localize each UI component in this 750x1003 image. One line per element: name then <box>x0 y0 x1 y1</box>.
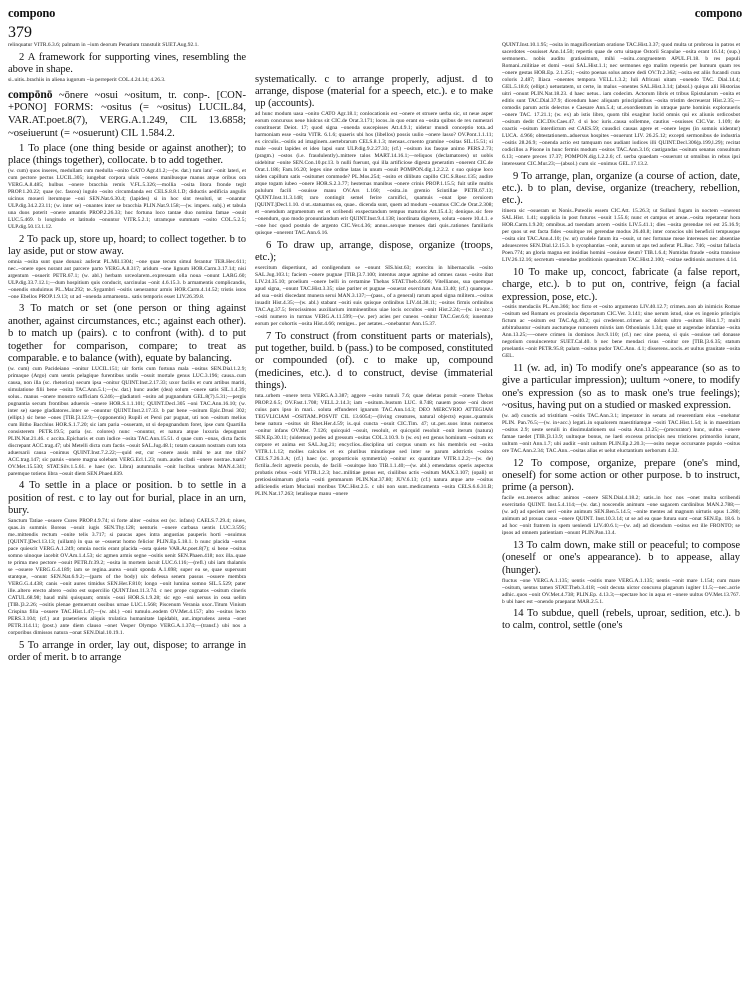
sense-heading: 4 To settle in a place or position. b to settle in a position of rest. c to lay out for burial, place in an urn, bury. <box>8 480 246 517</box>
column-2 <box>255 42 493 1003</box>
citation-block: ~ositis mendaciis PL.Am.366; hoc ficto et ~osito argumento LIV.40.12.7; crimen..non ab inimicis Romae ~ositum sed Romam ex prouincia deportatum CIC.Ver. 3.141; sine uerum istud, siue ex ingenio principis fictum ac ~ositum est TAC.Ag.40.2; qui crederent..crimen ac dolum ultro ~ositum Hist.1.7; multi arbitrabantur ~ositum auctumque rumorem mixtis iam Othonianis 1.34; quae ut augendae infamiae ~osita Ann.13.25;—~onere crimen in dominos Juv.9.110; (cf.) nec sine poena, si quis ~osuisse uel donasse negotium conuinceretur SUET.Cal.40. b nec bene mendaci risus ~onitur ore [TIB.]3.6.35; statum proelantis ~onit PETR.95.8; palam ~ositus pudor TAC.Ann. 4.1; disserens..uocis..et uultus grauitate ~osita GEL. <box>502 304 740 360</box>
column-1 <box>8 42 246 974</box>
citation-block: fluctus ~one VERG.A.1.135; uentis ~ositis mare VERG.A.1.135; uentis ~onit mare 1.154; cum mare ~ositum, uentus tamen STAT.Theb.3.418; ~osit decuta uictor concursu plagarum iugiter 11.5;—nec..acrie adhic..quos ~onit OV.Met.4.738; PLIN.Ep. 4.13.3;—spectare hoc in aqua et ~onere uultus OV.Met.13.767. b ubi haec est ~onendo praeparat MAR.2.5.1. <box>502 577 740 605</box>
entry-forms: ~ōnere ~osui ~ositum, tr. conp-. [CON-+PONO] FORMS: ~ositus (= ~ositus) LUCIL.84, VAR.AT.poet.8(7), VERG.A.1.249, CIL 13.6858; ~oseiuerunt (= ~osuerunt) CIL 1.584.2. <box>8 89 246 139</box>
sense-heading-continued: systematically. c to arrange properly, adjust. d to arrange, dispose (material for a speech, etc.). e to make up (accounts). <box>255 73 493 110</box>
citation-block: ad hunc modum uasa ~onito CATO Agr.18.1; conlocationis est ~onere et struere uerba sic, ut neue asper eorum concursus neue hiulcus sit CIC.de Orat.3.171; locos..in quo erant ea ~osita quibus de rex numerari constituerat Deiot. 17; quod signa ~onenda suscepisses Att.4.9.1; uidetur mundi conceptio tota..ad harmoniam esse ~osita VITR. 6.1.6; quaeris ubi hos (libellos) possis uulio ~onere lasso? OV.Pont.1.1.11; ex circulis..~ositis ad imaginem..uertebrarum CELS.8.1.3; mensas..cruento gramine ~ositas SIL.15.51; si male ~osuit lapides et ideo lapsi sunt ULP.dig.9.2.27.33; (cf.) ~ositum ius fasque animo PERS.2.73; (pragm.) ~ostos (i.e. fraudulently)..mittere talos MART.14.16.1;—reliquos (declamatores) ut uobis uidebitur ~onite SEN.Con.10.pr.13. b nulli fuerunt, qui illa artificiose digesta generatim ~onerent CIC.de Orat.1.186; Fam.16.20; leges sine ordine latas in unum ~osuit POMPON.dig.1.2.2.2. c suo quique loco uiden capillum satis ~ositumet commode? PL.Mos.254; ~osito et dilibuto capillo CIC.S.Rosc.135; audire atque togam iubeo ~onere HOR.S.2.3.77; hesternas manibus ~onere crinis PROP.1.15.5; fuit utile multis pululum facili ~osuisse manu OV.Ars 1.160; ~osita..in gremio Scintillae PETR.67.13; QUINT.Inst.11.3.148; raro contingit semel ferire carnifici, quamuis ~onat ipse ceruicem [QUINT.]Decl.1.10. d ut..statuamus ea, quae.. dicenda sunt, quem ad modum ~onamus CIC.de Orat.2.308; et ~onendum argumentum est et scribendi exspectandum tempus maturius Att.15.4.3; denique..sic fere ~onendum, quo modo pronuntiandum erit QUINT.Inst.9.4.138; inordinata digerere, soluta ~onere 10.4.1. e ~one hoc quod postulo de argento CIC.Ver.4.36; annus..sexque menses dati quis..rationes familiaris quisque ~onerent TAC.Ann.6.16. <box>255 111 493 237</box>
entry-lemma: compōnō <box>8 87 53 101</box>
sense-heading: 1 To place (one thing beside or against another); to place (things together), collocate. b to add together. <box>8 142 246 167</box>
citation-block: QUINT.Inst.10.1.95; ~osita in magnificentiam oratione TAC.Hist.3.37; quod multa ut probrosa in patros et sacerdotes ~osuisset Ann.14.50; repertis quae de ortu uitaque Ostorii Scapulae ~osita erant 16.14; (sup.) sermonem.. nobis auditu gratissimum, mihi ~ositu..congruentem APUL.Fl.18. b res populi Romani..militiae et domi ~osui SAL.Hist.1.1; nec sermones ego malim repentis per humum quam res ~onere gestas HOR.Ep. 2.1.251; ~osito poenas solus amore dedi OV.Tr.2.362; ~osita est aliis fucandi cura coloris 2.487; Iliaca ~onentes tempora VELL.1.3.2; Iuli Africani uitam ~onendo TAC. Dial.14.4; GEL.5.18.6; (ellipt.) uetustatem, ut certe, in malus ~onentes SAL.Hist.3.14; (absol.) quiqus alii Historias uitri ~onunt PLIN.Nat.18.23. d haec uetus.. iam codecim. Actorum libris et tribus Epistularum ~onita et editis sunt TAC.Dial.37.9; dicendum haec aliquam principiatibus ~osita tristim decreuerat Hist.2.35;—comodis parum actis delectos e Caesare Ann.5.4; ut..exordientum in utraque parte hominis exploraueris ~onere TAC. 17.21.1; (w. ex) ab istis libro, quom tibi exagitur lucid omnis qui ex aliunis ordicosbot ~ositum dedit CIC.Div.Caes.47. d si hoc iuris..causa sollemne, cautius ~osuisses CIC.Var. 1.109; de coactis ~ositum interdictum est CAES.59; cuusdici causas agere et ~onere leges (in somnis uidentur) LUCA. 4.966; obtestationem..aduersus hospites ~osuerunt LIV. 26.25.12; excepti sermonibus de industria ~ositis 28.26.9; ~onenda actio est tamquam nos audiant iudices illi QUINT.Decl.306(p.199,l.29); recitat codicillos a Pisone in hunc fermis modum ~ositos TAC.Ann.3.16; castigandas ~ositum senatus consultum 6.13; ~onere preces 17.37; POMPON.dig.1.2.2.6; cf. uerba quaedam ~osuerunt ut omnibus in rebus ipsi interessent CIC.Mur.23;—(absol.) cum sic ~onimus GEL.17.13.2. <box>502 42 740 167</box>
sense-heading: 11 (w. ad, in) To modify one's appearance (so as to give a particular impression); uultum ~onere, to modify one's expression (so as to mask one's true feelings); ~ositus, having put on a studied or masked expression. <box>502 362 740 412</box>
running-head-left: compono <box>8 6 56 20</box>
sense-heading: 2 To pack up, store up, hoard; to collect together. b to lay aside, put or stow away. <box>8 233 246 257</box>
citation-block: exercitum dispertiunt, ad conligendum se ~onunt SIS.hist.63; exercitu in hibernaculis ~osito SAL.Jug.103.1; faciem ~onere pugnae [TIB.]3.7.100; intentus atque agmine ad omnes casus ~osito ibat LIV.24.35.10; proelium ~onere belli in certamine Thebas STAT.Theb.4.666; Vitellianos, sua quemque apud signa, ~onunt TAC.Hist.3.35; uiae pariter et pugnae ~osuerat exercitum Ann.13.40; (cf.) quamque.. ad sua ~ositi discedant munera serui MAN.3.137;—(pass., of a general) rarum apud signa militem..~ositus inuadit Hist.4.35;—(w. abl.) stabant ~ositi suis quisque ordinibus LIV.44.38.11; ~ositos firmis ordinibus TAC.Ag.37.5; ferocissimos auxiliarium imminentibus uiae locis occultos ~onit Hist.2.24;—(w. in+acc.) ~ositi numero in turmas VERG.A.11.599;—(w. per) acies per cuneos ~onitur TAC.Ger.6.6; iuuentute eorum per cohortis ~osita Hist.4.66; remiges.. per aetates..~onebantur Ann.15.37. <box>255 265 493 328</box>
column-container <box>8 42 742 974</box>
citation-block: (w. cum) cum Pacideiano ~onitur LUCIL.151; uir fortis cum fortuna mala ~ositus SEN.Dial.1.2.9; primaque (Argo) cum uentis pelagique furentibus undis ~osuit mortale genus LUC.3.196; causa..cum causa, non illa (sc. rhetorica) secum ipsa ~onitur QUINT.Inst.2.17.33; uxor facilis et cum artibus mariti, simulatione filii bene ~osita TAC.Ann.5.1;—(w. dat.) hunc audet (dea) solum ~onere satis SIL.1.4.39; solus.. manus ~onere monstro sufficiam 6.246;—gladiatori ~osito ad pugnandum GEL.8(7).5.31;—pergis pugnantia secum frontibus aduersis ~onere HOR.S.1.1.101; QUINT.Decl.305 ~oni TAC.Ann.16.10; (w. inter se) saepe gladiatores..inter se ~onuntur QUINT.Inst.2.17.33. b par bene ~ositum Epic.Drusi 302; (ellipt.) sic bene ~ones [TIB.]3.12.9;—(opponentis) Rupili et Persi par pugnat, uti non ~ositum melius cum Bitho Bacchius HOR.S.1.7.20; sic iam paria ~osueram, ut si depugnandum foret, ipse cum Quartilla consisterem PETR.19.5; paria (sc. colores) nunc ~onuntur, et natura atque luxuria depugnant PLIN.Nat.21.46. c accita..Epicharis et cum indice ~osita TAC.Ann.15.51. d quae cum ~onas, dicta factis discrepant ACC.trag.47; ubi Metelli dicta cum factis ~osuit SAL.Jug.48.1; totam causam nostram cum tota aduersarii causa ~onimus QUINT.Inst.7.2.22;—quid est, cur ~onere ausis mihi te aut me tibi? ACC.trag.147; sic paruis ~onere magna solebam VERG.Ecl.1.23; num..audes cladi ~onere nostrae..tuam? OV.Met.15.530; STAT.Silv.1.5.61. e haec (sc. Libra) autumnalis ~onit lucibus umbras MAN.4.341; paremque totiens libra ~osuit diem SEN.Phaed.839. <box>8 365 246 477</box>
citation-block: (w. cum) quos inseres, medullam cum medulla ~onito CATO Agr.41.2;—(w. dat.) tum latu' ~onit lateri, et cum pectore pectus LUCIL.305; iungebat corpora uluis ~onens manibusque manus atque oribus ora VERG.A.8.485; hulbus ~onere bracchia remis V.FL.5.326;—mollia ~osita litora fronde tegit PROP.1.20.22; quae (sc. fascea) iugulo ~osito circumdanda est CELS.8.8.1.D; diductis aedificia angulis uicinus moueri iterumque ~oni SEN.Nat.6.30.4; (lapides) si in hoc sint resoluti, ut ~onantur ULP.dig.34.2.23.11; (w. inter se) ~onantes inter se bracchia PLIN.Nat.9.158;—(w. impers. subj.) et tabula una duos poterit ~onere amantis PROP.2.26.33; hoc fortuna loco tantae duo nomina famae ~osuit LUC.5.469. b longitudo et latitudo ~onuntur VITR.5.2.1; utramque summam ~osito COL.5.2.5; ULP.dig.50.13.1.12. <box>8 168 246 230</box>
citation-block: omnia ~osita sunt quae donaui: auferat PL.Mil.1304; ~one quae tecum simul ferantur TER.Hec.611; nec..~onere opes norant aut parcere parto VERG.A.8.317; aridum ~one lignum HOR.Carm.3.17.14; nisi argentum ~osuerit PETR.67.1; (w. abl.) herbam urceolarem..expressam olla noua ~onunt LARG.60; ULP.dig.33.7.12.1;—dum hospitium quis conducit, sarcinulas ~onit 4.6.15.3. b armamentis complicandis, ~onendis studuimus PL..Mar.292; te..Sygambri ~ositis uenerantur armis HOR.Carm.4.14.52; tristis istos ~one Ebellos PROP.1.9.13; ut ad ~onenda armamenta.. satis temporis esset LIV.26.39.8. <box>8 258 246 300</box>
sense-heading: 5 To arrange in order, lay out, dispose; to arrange in order of merit. b to arrange <box>8 639 246 663</box>
sense-heading: 6 To draw up, arrange, dispose, organize (troops, etc.); <box>255 239 493 264</box>
running-head-right: compono <box>694 6 742 20</box>
citation-block: itinera sic ~osueram ut Nonis..Puteolis essem CIC.Att. 15.26.3; ut Sullani fugam in noctem ~onerent SAL.Hist. 1.41; supplicia in post futuros ~osuit 1.55.6; nunc et campus et areae..~osita repetantur hora HOR.Carm.1.9.20; omnibus..ad tuendam arcem ~ositis LIV.5.41.1; dies ~osita gerendae rei est 25.16.9; per quos ut est facta fides ~osuitque rei gerendae modus 26.40.8; inter conscios ubi beneficii tempusque ~osita sint TAC.Ann.4.10; (w. ut) crudele fatum ita ~osuit, ut nec fortunae meae interesses nec absentiae adsuesceres SEN.Dial.12.15.3. b sycophantias ~onit, aurum ut aps ted auferat PL.Bac. 746; ~ositat fallacia Poen.774; an gloria magna est insidias homini ~osuisse deum? TIB.1.6.4; Numidas fraude ~osita transisse LIV.26.12.16; secretum ~onendae proditionis quaesitum TAC.Hist.2.100; ~ositae seditionis auctores 4.14. <box>502 208 740 264</box>
sense-heading: 3 To match or set (one person or thing against another, against circumstances, etc.; against each other). b to match up (pairs). c to confront (with). d to put together for comparison, compare; to treat as comparable. e to balance (with), equate by balancing. <box>8 303 246 364</box>
sense-heading: 10 To make up, concoct, fabricate (a false report, charge, etc.). b to put on, contrive, feign (a facial expression, pose, etc.). <box>502 266 740 303</box>
running-head <box>8 6 742 22</box>
citation-block: Sanctum Tatiae ~osuere Cures PROP.4.9.74; si forte aliter ~ositus est (sc. infans) CAELS.7.29.4; niues, quas..in summis Boreas ~osuit iugis SEN.Thy.128; uenturis ~onere carbasa uentis LUC.3.595; me..mittendis rectum ~onite telis 3.717; si paucas apes intra angustias pauperis horti ~osuimus [QUINT.]Decl.13.13; (uillam) in qua se ~osuerat homo felicior PLIN.Ep.5.18.1. b nunc placida ~ostus pace quiescit VERG.A.1.249; omnia noctis erant placida ~osta quiete VAR.At.poet.8(7); si bene ~ositus somno uinoque iacebit OV.Am.1.4.53; sic agmen armis segne ~ositis uenit SEN.Phaen.418; nox illa..quae te prima meo pectore ~osuit PETR.fr.39.2; ~osita in mortem iacuit LUC.6.116;—(refl.) ubi iam thalamis se ~osuere VERG.G.4.189; iam se regina..aurea ~osuit sponda A.1.698; super ea se, quae supersunt stantque, ~onunt SEN.Nat.6.9.2;—(parts of the body) uix defessa senem passus ~osuere membra VERG.G.4.438; canis ~onit aures timidus SEN.Her.F.810; longo ~onit lumina somno SIL.5.529; pater ille..altero erecto altero ~osito est supercilio QUINT.Inst.11.3.74. c nec prope cognatos ~ositum cineris CATUL.68.98; haud mihi quisquam; omnis ~osui HOR.S.1.9.28; sic ego ~oni uersus in ossa uelim [TIB.]3.2.26; ~ositis plenae gemuerunt ossibus urnae LUC.1.568; Piscenum Verania uxor..Titum Vinium Crispina filia ~osuere TAC.Hist.1.47;—(w. abl.) ~oni tumulo..eodem OV.Met.4.157; alto ~ositus lecto PERS.3.104; (cf.) aut praeteriens aliquis trulatica humanitate lapidabit, aut..imprudens arena ~onet PETR.114.11; (post.) ante diem clauso ~onet Vesper Olympo VERG.A.1.374;—(transf.) ubi nos a corporibus dimissos natura ~onat SEN.Dial.10.19.1. <box>8 518 246 637</box>
citation-block: relinquatur VITR.6.3.6; palmam in ~ium deorum Penatium transtulit SUET.Aug.92.1. <box>8 42 199 48</box>
citation-block: (w. ad) cunctis ad tristitiam ~ositis TAC.Ann.3.1; imperator in senatu ad reuerentiam eius ~onebatur PLIN. Pan.76.5;—(w. in+acc.) legati..in squalorem maestitiamque ~ositi TAC.Hist.1.54; is in maestitiam ~ositus 2.9; ueste seruili in dissimulationem sui ~osita Ann.13.25;—(procurator) hunc, uultus ~onere famae taedet [TIB.]3.13.9; uultuque bonus, ne laeti excessu principis neu tristiores primordio iunant, uultum ~onit Ann.1.7; ubi audiit ~onit uultum PLIN.Ep.2.20.3;—~osito neque occursante populo ~ositus ore TAC.Ann.2.34; TAC.Ann..~ositas alias et uelut eluctantium uerborum 4.32. <box>502 413 740 455</box>
sense-heading: 9 To arrange, plan, organize (a course of action, date, etc.). b to plan, devise, organize (treachery, rebellion, etc.). <box>502 170 740 207</box>
sense-heading: 13 To calm down, make still or peaceful; to compose (oneself or one's appearance). b to appease, allay (hunger). <box>502 539 740 576</box>
citation-block: facile est..teneros adhuc animos ~onere SEN.Dial.4.18.2; satis..in hoc nos ~onet multa scribendi exercitatio QUINT. Inst.5.4.114;—(w. dat.) noscendis animum ~one sagacem cardinibus MAN.2.788;—(w. ad) ad speciem ueri ~onite animum SEN.Ben.5.14.5; ~onite mentes ad magnum uirtutis opus 1.280; animum ad prouas casus ~onere QUINT. Inst.10.3.14; ut se ad ea quae futura sunt ~onat SEN.Ep. 18.6. b ad hoc ~onit fratrem in spem ueniendi LIV.40.6.1;—(w. ad) ad dicendum ~ositus est ille FRONTO; se ipsos ad omnem patientiam ~onunt PLIN.Pan.13.4. <box>502 495 740 537</box>
sense-heading: 14 To subdue, quell (rebels, uproar, sedition, etc.). b to calm, control, settle (one's <box>502 608 740 632</box>
column-3 <box>502 42 740 974</box>
sense-heading: 2 A framework for supporting vines, resembling the above in shape. <box>8 51 246 75</box>
citation-block: tuta..urbem ~onere terra VERG.A.3.387; aggere ~osito tumuli 7.6; quae deletas potuit ~onere Thebas PROP.2.6.5; OV.Fast.1.708; VELL.2.14.3; iam ~ositum..bustum LUC. 8.748; nauem posse ~oni docet cuius pars ipso in mari.. soluta effunderet ignarum TAC.Ann.14.3; DEO MERCVRIO ATTEGIAM TEGVLICIAM ~OSITAM..POSVIT CIL 13.6054;—(living creatures, natural objects) equus..quamuis bene natura ~ositus sit Rhet.Her.4.59; is..qui cuncta ~osuit CIC.Tim. 47; ut..per..suos intus numeros ~onitur infans OV.Met. 7.126; quicquid ~osuit, resoluit, et quicquid resoluit ~onit iterum (natura) SEN.Ep.30.11; (uidemus) pedes ad gressum ~ositas COL.3.10.9. b (w. ex) est genus hominum ~ositum ex corpore et anima est SAL.Jug.21; encyclios..disciplina uti corpus unum ex his membris est ~osita VITR.1.1.12; molles calculos et ex pluribus minutisque sed inter se parum adstrictis ~ositos CELS.7.26.3.A; (cf.) haec (sc. proporticois symmetria) ~onitur ex quantitate VITR.1.2.2;—(w. de) fictilia..fecit agrestis pocula, de facili ~osuitque luto TIB.1.1.40;—(w. abl.) emendatus operis aspectus probatis rebus ~ositi VITR.1.2.3; hoc..militiae genus est, ciuilibus actis ~ositum MAX.3.107; (opali) ut pretiosissimarum gloria ~ositi gemmarum PLIN.Nat.37.80; JUV.6.13; (cf.) natura atque arte ~ositus adliciendis etiam Muciani moribus TAC.Hist.2.5. c ubi non sunt..medicamenta ~osita CELS.6.6.31.B; PLIN.Nat.17.263; letalisque manu ~onere <box>255 393 493 498</box>
folio-number: 379 <box>8 24 32 41</box>
citation-block: si..uitis..brachiis in aliena iugorum ~ia perreperit COL.4.24.14; 4.26.3. <box>8 76 166 83</box>
entry-headword-block <box>8 89 246 140</box>
sense-heading: 7 To construct (from constituent parts or materials), put together, build. b (pass.) to be composed, constituted or compounded (of). c to make up, compound (medicines, etc.). d to construct, devise (immaterial things). <box>255 330 493 392</box>
sense-heading: 12 To compose, organize, prepare (one's mind, oneself) for some action or other purpose. b to instruct, prime (a person). <box>502 457 740 494</box>
